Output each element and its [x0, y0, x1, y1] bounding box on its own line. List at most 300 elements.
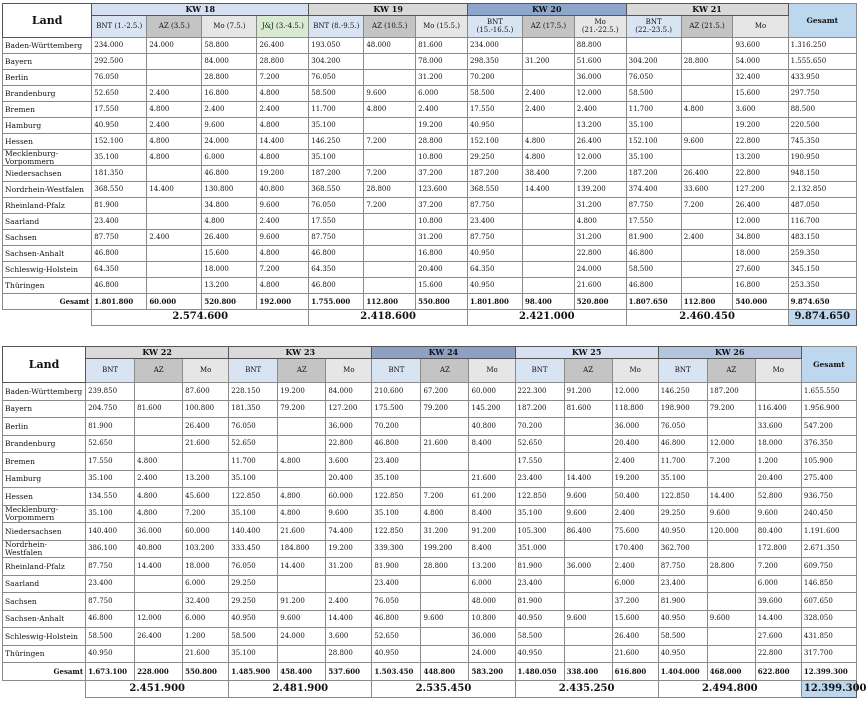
- value-cell: 2.400: [257, 214, 309, 230]
- week-total: 2.494.800: [658, 680, 801, 698]
- value-cell: 52.650: [372, 628, 421, 646]
- value-cell: 21.600: [574, 278, 626, 294]
- value-cell: 58.500: [229, 628, 278, 646]
- value-cell: [147, 262, 202, 278]
- value-cell: 2.400: [523, 86, 575, 102]
- value-cell: [364, 118, 416, 134]
- value-cell: 187.200: [515, 400, 564, 418]
- value-cell: 36.000: [326, 418, 372, 436]
- value-cell: [421, 645, 469, 663]
- value-cell: 351.000: [515, 540, 564, 558]
- value-cell: 12.000: [574, 86, 626, 102]
- value-cell: [523, 230, 575, 246]
- week-total: 2.535.450: [372, 680, 515, 698]
- value-cell: 259.350: [788, 246, 856, 262]
- value-cell: [135, 418, 183, 436]
- value-cell: 58.500: [86, 628, 135, 646]
- value-cell: 8.400: [469, 540, 515, 558]
- value-cell: 18.000: [733, 246, 788, 262]
- value-cell: 146.250: [658, 383, 707, 401]
- value-cell: 4.800: [278, 453, 326, 471]
- state-name: Schleswig-Holstein: [3, 262, 92, 278]
- state-name: Nordrhein-Westfalen: [3, 182, 92, 198]
- value-cell: 23.400: [658, 575, 707, 593]
- value-cell: 6.000: [202, 150, 257, 166]
- value-cell: 60.000: [326, 488, 372, 506]
- value-cell: 31.200: [326, 558, 372, 576]
- value-cell: 81.600: [416, 38, 468, 54]
- value-cell: 146.250: [309, 134, 364, 150]
- value-cell: 3.600: [733, 102, 788, 118]
- value-cell: 374.400: [626, 182, 681, 198]
- value-cell: 116.400: [755, 400, 801, 418]
- state-name: Rheinland-Pfalz: [3, 198, 92, 214]
- value-cell: 19.200: [612, 470, 658, 488]
- total-cell: 192.000: [257, 294, 309, 310]
- value-cell: 64.350: [309, 262, 364, 278]
- value-cell: 547.200: [801, 418, 856, 436]
- week-header: KW 25: [515, 347, 658, 359]
- value-cell: 122.850: [229, 488, 278, 506]
- value-cell: 118.800: [612, 400, 658, 418]
- value-cell: 2.400: [147, 230, 202, 246]
- value-cell: 40.950: [658, 645, 707, 663]
- vaccine-subheader: Mo (15.5.): [416, 16, 468, 38]
- value-cell: 23.400: [86, 575, 135, 593]
- value-cell: 35.100: [86, 505, 135, 523]
- value-cell: 275.400: [801, 470, 856, 488]
- value-cell: 21.600: [183, 645, 229, 663]
- value-cell: 140.400: [86, 523, 135, 541]
- value-cell: 36.000: [135, 523, 183, 541]
- total-cell: 448.800: [421, 663, 469, 681]
- value-cell: 1.956.900: [801, 400, 856, 418]
- state-name: Saarland: [3, 214, 92, 230]
- value-cell: 46.800: [92, 246, 147, 262]
- value-cell: [564, 593, 612, 611]
- value-cell: 28.800: [707, 558, 755, 576]
- value-cell: 81.600: [564, 400, 612, 418]
- value-cell: 40.950: [86, 645, 135, 663]
- value-cell: 4.800: [257, 118, 309, 134]
- vaccine-subheader: BNT: [86, 359, 135, 383]
- value-cell: 12.000: [574, 150, 626, 166]
- value-cell: [147, 166, 202, 182]
- value-cell: [278, 435, 326, 453]
- total-cell: 1.503.450: [372, 663, 421, 681]
- vaccine-subheader: J&J (3.-4.5.): [257, 16, 309, 38]
- value-cell: 15.600: [416, 278, 468, 294]
- value-cell: 52.650: [515, 435, 564, 453]
- value-cell: [564, 453, 612, 471]
- state-name: Bayern: [3, 54, 92, 70]
- value-cell: 175.500: [372, 400, 421, 418]
- value-cell: 4.800: [681, 102, 733, 118]
- vaccine-subheader: AZ: [564, 359, 612, 383]
- value-cell: 87.750: [309, 230, 364, 246]
- value-cell: 15.600: [612, 610, 658, 628]
- value-cell: [564, 418, 612, 436]
- vaccine-subheader: Mo: [755, 359, 801, 383]
- value-cell: [421, 593, 469, 611]
- value-cell: 36.000: [612, 418, 658, 436]
- table-row: [3, 628, 857, 646]
- value-cell: 19.200: [278, 383, 326, 401]
- value-cell: 76.050: [309, 70, 364, 86]
- value-cell: 27.600: [733, 262, 788, 278]
- value-cell: 1.655.550: [801, 383, 856, 401]
- total-cell: 1.480.050: [515, 663, 564, 681]
- value-cell: 35.100: [309, 118, 364, 134]
- value-cell: 23.400: [515, 575, 564, 593]
- value-cell: 40.950: [515, 610, 564, 628]
- value-cell: 48.000: [364, 38, 416, 54]
- value-cell: 7.200: [364, 198, 416, 214]
- value-cell: 26.400: [733, 198, 788, 214]
- value-cell: 87.750: [92, 230, 147, 246]
- total-cell: 537.600: [326, 663, 372, 681]
- value-cell: 368.550: [467, 182, 522, 198]
- value-cell: 26.400: [681, 166, 733, 182]
- state-name: Berlin: [3, 418, 86, 436]
- vaccine-subheader: BNT (15.-16.5.): [467, 16, 522, 38]
- value-cell: 31.200: [421, 523, 469, 541]
- state-name: Mecklenburg-Vorpommern: [3, 150, 92, 166]
- value-cell: 4.800: [257, 246, 309, 262]
- state-name: Baden-Württemberg: [3, 383, 86, 401]
- value-cell: [707, 645, 755, 663]
- value-cell: 76.050: [658, 418, 707, 436]
- value-cell: 17.550: [86, 453, 135, 471]
- value-cell: [278, 470, 326, 488]
- value-cell: [278, 645, 326, 663]
- value-cell: [421, 418, 469, 436]
- value-cell: 39.600: [755, 593, 801, 611]
- value-cell: 12.000: [733, 214, 788, 230]
- value-cell: 26.400: [257, 38, 309, 54]
- value-cell: 20.400: [416, 262, 468, 278]
- total-cell: 622.800: [755, 663, 801, 681]
- value-cell: 17.550: [515, 453, 564, 471]
- value-cell: 46.800: [372, 610, 421, 628]
- vaccine-subheader: BNT (1.-2.5.): [92, 16, 147, 38]
- value-cell: 6.000: [469, 575, 515, 593]
- value-cell: 76.050: [309, 198, 364, 214]
- value-cell: 23.400: [92, 214, 147, 230]
- value-cell: 240.450: [801, 505, 856, 523]
- value-cell: 87.750: [658, 558, 707, 576]
- value-cell: 2.400: [523, 102, 575, 118]
- value-cell: 9.600: [707, 610, 755, 628]
- value-cell: 84.000: [202, 54, 257, 70]
- value-cell: 81.900: [626, 230, 681, 246]
- value-cell: 46.800: [92, 278, 147, 294]
- vaccine-subheader: BNT: [229, 359, 278, 383]
- value-cell: 3.600: [326, 453, 372, 471]
- value-cell: 123.600: [416, 182, 468, 198]
- value-cell: 22.800: [574, 246, 626, 262]
- value-cell: 122.850: [372, 488, 421, 506]
- value-cell: 35.100: [626, 150, 681, 166]
- value-cell: [681, 214, 733, 230]
- value-cell: [147, 54, 202, 70]
- value-cell: 38.400: [523, 166, 575, 182]
- value-cell: [469, 453, 515, 471]
- value-cell: [707, 418, 755, 436]
- value-cell: 9.600: [257, 230, 309, 246]
- state-name: Niedersachsen: [3, 166, 92, 182]
- total-cell: 550.800: [183, 663, 229, 681]
- value-cell: 3.600: [326, 628, 372, 646]
- state-name: Sachsen-Anhalt: [3, 610, 86, 628]
- value-cell: 40.950: [515, 645, 564, 663]
- spacer: [3, 310, 92, 326]
- total-cell: 520.800: [574, 294, 626, 310]
- vaccine-subheader: AZ (21.5.): [681, 16, 733, 38]
- value-cell: 187.200: [309, 166, 364, 182]
- week-total: 2.435.250: [515, 680, 658, 698]
- value-cell: 40.950: [658, 523, 707, 541]
- value-cell: 26.400: [612, 628, 658, 646]
- state-name: Baden-Württemberg: [3, 38, 92, 54]
- table-row: [3, 418, 857, 436]
- value-cell: 193.050: [309, 38, 364, 54]
- state-name: Thüringen: [3, 278, 92, 294]
- value-cell: 81.900: [86, 418, 135, 436]
- value-cell: 40.950: [467, 278, 522, 294]
- value-cell: 24.000: [278, 628, 326, 646]
- vaccine-subheader: BNT: [658, 359, 707, 383]
- value-cell: [707, 470, 755, 488]
- value-cell: 58.500: [626, 86, 681, 102]
- value-cell: [707, 628, 755, 646]
- value-cell: 28.800: [416, 134, 468, 150]
- value-cell: [523, 262, 575, 278]
- value-cell: 91.200: [278, 593, 326, 611]
- value-cell: 67.200: [421, 383, 469, 401]
- value-cell: 130.800: [202, 182, 257, 198]
- table-row: [3, 558, 857, 576]
- table-row: [3, 435, 857, 453]
- value-cell: 23.400: [515, 470, 564, 488]
- value-cell: [147, 70, 202, 86]
- vaccine-subheader: AZ: [278, 359, 326, 383]
- value-cell: [278, 418, 326, 436]
- value-cell: 172.800: [755, 540, 801, 558]
- value-cell: 1.200: [183, 628, 229, 646]
- value-cell: 9.600: [257, 198, 309, 214]
- total-label: Gesamt: [3, 294, 92, 310]
- value-cell: 134.550: [86, 488, 135, 506]
- value-cell: 9.600: [278, 610, 326, 628]
- value-cell: 81.900: [515, 558, 564, 576]
- value-cell: 19.200: [326, 540, 372, 558]
- value-cell: 2.400: [202, 102, 257, 118]
- table-row: [3, 610, 857, 628]
- value-cell: [523, 278, 575, 294]
- value-cell: 6.000: [755, 575, 801, 593]
- table-row: [3, 118, 857, 134]
- value-cell: 46.800: [309, 278, 364, 294]
- value-cell: 19.200: [416, 118, 468, 134]
- value-cell: 37.200: [612, 593, 658, 611]
- value-cell: 32.400: [183, 593, 229, 611]
- table-row: [3, 453, 857, 471]
- value-cell: 14.400: [707, 488, 755, 506]
- value-cell: 60.000: [183, 523, 229, 541]
- value-cell: 35.100: [658, 470, 707, 488]
- value-cell: 7.200: [364, 166, 416, 182]
- value-cell: 34.800: [733, 230, 788, 246]
- vaccine-subheader: BNT (22.-23.5.): [626, 16, 681, 38]
- value-cell: [523, 118, 575, 134]
- week-header: KW 23: [229, 347, 372, 359]
- value-cell: 88.500: [788, 102, 856, 118]
- total-cell: 458.400: [278, 663, 326, 681]
- value-cell: [755, 383, 801, 401]
- value-cell: 4.800: [135, 505, 183, 523]
- total-cell: 98.400: [523, 294, 575, 310]
- value-cell: 16.800: [416, 246, 468, 262]
- value-cell: 10.800: [469, 610, 515, 628]
- value-cell: 7.200: [755, 558, 801, 576]
- value-cell: 31.200: [574, 230, 626, 246]
- value-cell: 40.800: [469, 418, 515, 436]
- value-cell: 15.600: [202, 246, 257, 262]
- value-cell: 7.200: [421, 488, 469, 506]
- table-row: [3, 246, 857, 262]
- value-cell: 22.800: [733, 166, 788, 182]
- value-cell: [135, 645, 183, 663]
- value-cell: 17.550: [309, 214, 364, 230]
- value-cell: 9.600: [564, 610, 612, 628]
- value-cell: 170.400: [612, 540, 658, 558]
- value-cell: 35.100: [515, 505, 564, 523]
- state-name: Sachsen: [3, 593, 86, 611]
- value-cell: 328.050: [801, 610, 856, 628]
- value-cell: 19.200: [733, 118, 788, 134]
- value-cell: 187.200: [467, 166, 522, 182]
- value-cell: [564, 540, 612, 558]
- value-cell: 81.900: [515, 593, 564, 611]
- value-cell: 14.400: [564, 470, 612, 488]
- week-total-row: [3, 680, 857, 698]
- value-cell: 26.400: [183, 418, 229, 436]
- value-cell: 35.100: [626, 118, 681, 134]
- value-cell: 2.400: [612, 558, 658, 576]
- value-cell: [421, 470, 469, 488]
- value-cell: 18.000: [202, 262, 257, 278]
- value-cell: 487.050: [788, 198, 856, 214]
- value-cell: 70.200: [467, 70, 522, 86]
- value-cell: 190.950: [788, 150, 856, 166]
- week-total: 2.574.600: [92, 310, 309, 326]
- total-cell: 9.874.650: [788, 294, 856, 310]
- total-cell: 112.800: [364, 294, 416, 310]
- value-cell: 24.000: [469, 645, 515, 663]
- value-cell: 15.600: [733, 86, 788, 102]
- state-name: Hamburg: [3, 470, 86, 488]
- value-cell: 79.200: [707, 400, 755, 418]
- value-cell: 234.000: [92, 38, 147, 54]
- value-cell: 120.000: [707, 523, 755, 541]
- value-cell: 220.500: [788, 118, 856, 134]
- value-cell: 87.750: [86, 593, 135, 611]
- value-cell: 152.100: [92, 134, 147, 150]
- value-cell: 28.800: [364, 182, 416, 198]
- state-name: Hessen: [3, 488, 86, 506]
- value-cell: 8.400: [469, 435, 515, 453]
- value-cell: 234.000: [467, 38, 522, 54]
- value-cell: 40.950: [658, 610, 707, 628]
- value-cell: 4.800: [202, 214, 257, 230]
- value-cell: 4.800: [147, 102, 202, 118]
- value-cell: 13.200: [733, 150, 788, 166]
- value-cell: 2.400: [681, 230, 733, 246]
- value-cell: 745.350: [788, 134, 856, 150]
- value-cell: 76.050: [372, 593, 421, 611]
- value-cell: [681, 70, 733, 86]
- value-cell: [135, 575, 183, 593]
- value-cell: 184.800: [278, 540, 326, 558]
- value-cell: 145.200: [469, 400, 515, 418]
- week-total: 2.451.900: [86, 680, 229, 698]
- value-cell: 93.600: [733, 38, 788, 54]
- vaccine-table-kw18-21: [2, 3, 857, 326]
- value-cell: 4.800: [278, 488, 326, 506]
- value-cell: 199.200: [421, 540, 469, 558]
- value-cell: 6.000: [612, 575, 658, 593]
- value-cell: 9.600: [707, 505, 755, 523]
- value-cell: 58.500: [467, 86, 522, 102]
- value-cell: 81.900: [372, 558, 421, 576]
- value-cell: 368.550: [309, 182, 364, 198]
- total-cell: 1.404.000: [658, 663, 707, 681]
- value-cell: 14.400: [326, 610, 372, 628]
- value-cell: 228.150: [229, 383, 278, 401]
- value-cell: 22.800: [755, 645, 801, 663]
- value-cell: [626, 38, 681, 54]
- week-total: 2.460.450: [626, 310, 788, 326]
- value-cell: 32.400: [733, 70, 788, 86]
- value-cell: 58.500: [626, 262, 681, 278]
- value-cell: 8.400: [469, 505, 515, 523]
- value-cell: 16.800: [202, 86, 257, 102]
- state-name: Hamburg: [3, 118, 92, 134]
- value-cell: 607.650: [801, 593, 856, 611]
- value-cell: 1.200: [755, 453, 801, 471]
- week-total: 2.418.600: [309, 310, 468, 326]
- value-cell: [681, 118, 733, 134]
- value-cell: 87.750: [467, 230, 522, 246]
- value-cell: 75.600: [612, 523, 658, 541]
- value-cell: 52.650: [86, 435, 135, 453]
- value-cell: 292.500: [92, 54, 147, 70]
- table-row: [3, 70, 857, 86]
- value-cell: 433.950: [788, 70, 856, 86]
- table-row: [3, 383, 857, 401]
- value-cell: 14.400: [257, 134, 309, 150]
- value-cell: 14.400: [135, 558, 183, 576]
- total-row: [3, 663, 857, 681]
- value-cell: 222.300: [515, 383, 564, 401]
- value-cell: 17.550: [626, 214, 681, 230]
- value-cell: 35.100: [309, 150, 364, 166]
- table-row: [3, 230, 857, 246]
- total-cell: 550.800: [416, 294, 468, 310]
- vaccine-subheader: BNT: [515, 359, 564, 383]
- week-header: KW 19: [309, 4, 468, 16]
